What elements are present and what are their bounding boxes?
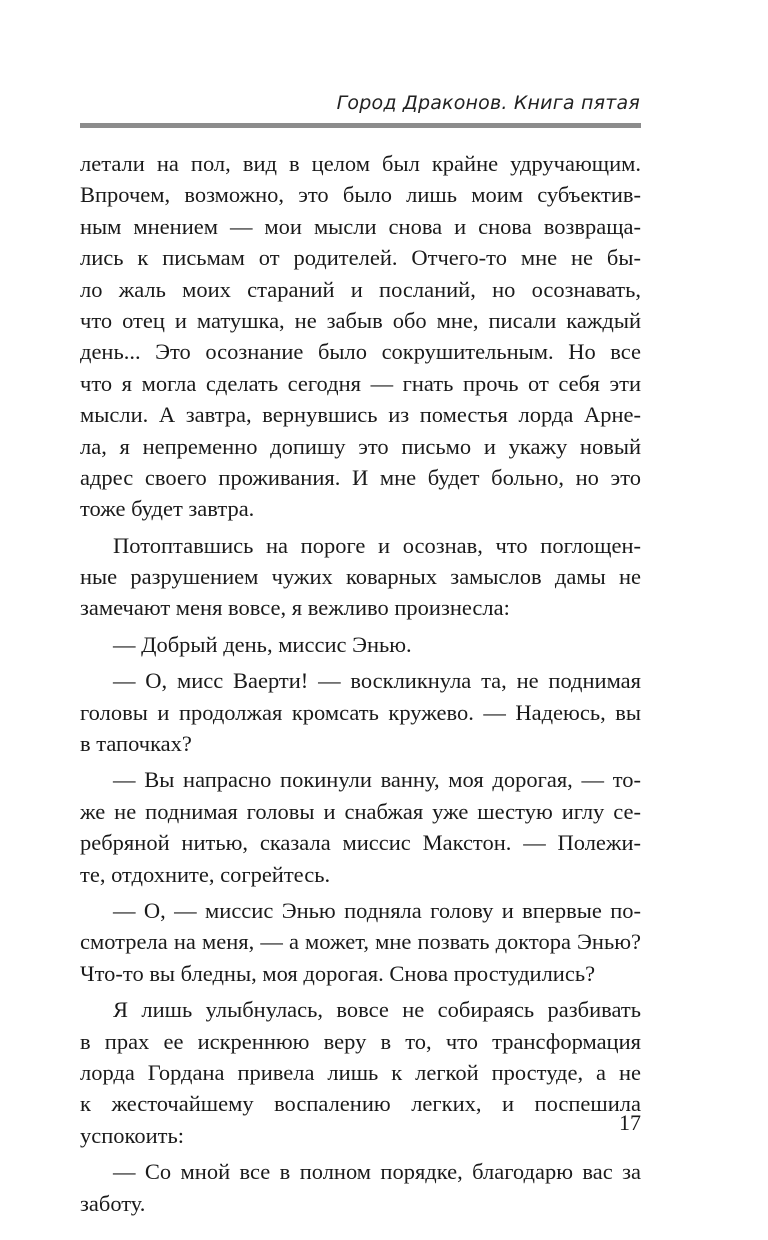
text-line: — Вы напрасно покинули ванну, моя дорогая, — то- xyxy=(113,767,641,793)
text-line: в тапочках? xyxy=(80,731,192,757)
text-line: ло жаль моих стараний и посланий, но осознавать, xyxy=(80,276,641,302)
running-header: Город Драконов. Книга пятая xyxy=(336,92,640,114)
text-line: — Добрый день, миссис Энью. xyxy=(113,631,412,657)
text-line: в прах ее искреннюю веру в то, что трансформация xyxy=(80,1028,641,1054)
text-line: день... Это осознание было сокрушительным. Но все xyxy=(80,339,641,365)
text-line: к жесточайшему воспалению легких, и поспешила xyxy=(80,1091,641,1117)
header-rule xyxy=(80,123,641,128)
text-line: — О, мисс Ваерти! — воскликнула та, не поднимая xyxy=(113,668,641,694)
body-text xyxy=(80,148,641,1219)
text-line: мысли. А завтра, вернувшись из поместья лорда Арне- xyxy=(80,402,641,428)
text-line: Я лишь улыбнулась, вовсе не собираясь разбивать xyxy=(113,997,641,1023)
text-line: — Со мной все в полном порядке, благодарю вас за xyxy=(113,1159,641,1185)
text-line: смотрела на меня, — а может, мне позвать доктора Энью? xyxy=(80,929,641,955)
text-line: лорда Гордана привела лишь к легкой простуде, а не xyxy=(80,1059,641,1085)
text-line: что я могла сделать сегодня — гнать прочь от себя эти xyxy=(80,370,641,396)
text-line: тоже будет завтра. xyxy=(80,496,255,522)
text-line: заботу. xyxy=(80,1190,146,1216)
text-line: летали на пол, вид в целом был крайне удручающим. xyxy=(80,151,641,176)
text-line: что отец и матушка, не забыв обо мне, писали каждый xyxy=(80,307,641,333)
text-line: те, отдохните, согрейтесь. xyxy=(80,861,331,887)
text-line: ребряной нитью, сказала миссис Макстон. — Полежи- xyxy=(80,830,641,856)
text-line: же не поднимая головы и снабжая уже шестую иглу се- xyxy=(80,798,641,824)
text-line: адрес своего проживания. И мне будет больно, но это xyxy=(80,464,641,490)
text-line: ные разрушением чужих коварных замыслов дамы не xyxy=(80,564,641,590)
text-line: замечают меня вовсе, я вежливо произнесла: xyxy=(80,595,510,621)
page-number: 17 xyxy=(619,1110,641,1135)
text-line: Потоптавшись на пороге и осознав, что поглощен- xyxy=(113,532,641,558)
text-line: — О, — миссис Энью подняла голову и впервые по- xyxy=(113,897,641,923)
text-line: Что-то вы бледны, моя дорогая. Снова простудились? xyxy=(80,960,596,986)
text-line: ным мнением — мои мысли снова и снова возвраща- xyxy=(80,213,641,239)
text-line: Впрочем, возможно, это было лишь моим субъектив- xyxy=(80,182,641,208)
text-line: головы и продолжая кромсать кружево. — Надеюсь, вы xyxy=(80,699,641,725)
text-line: успокоить: xyxy=(80,1122,184,1148)
text-line: лись к письмам от родителей. Отчего-то мне не бы- xyxy=(80,245,641,271)
text-line: ла, я непременно допишу это письмо и укажу новый xyxy=(80,433,641,459)
